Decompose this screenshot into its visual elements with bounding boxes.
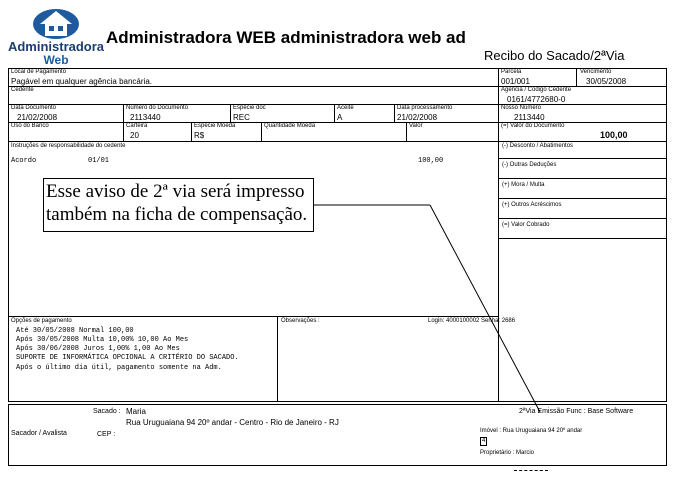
login-info: Login: 4000100002 Senha: 2686	[428, 318, 516, 324]
logo-line1: Administradora	[7, 39, 105, 54]
quantidade-moeda-label: Quantidade Moeda	[264, 123, 316, 129]
data-processamento-label: Data processamento	[397, 105, 453, 111]
local-pagamento-label: Local de Pagamento	[11, 69, 67, 75]
especie-moeda-value: R$	[194, 131, 205, 140]
instrucoes-parcela: 01/01	[88, 157, 110, 165]
emissao-info: 2ªVia Emissão Func : Base Software	[519, 408, 634, 415]
vencimento-label: Vencimento	[580, 69, 612, 75]
especie-doc-label: Espécie doc	[233, 105, 266, 111]
numero-documento-label: Número do Documento	[126, 105, 189, 111]
parcela-label: Parcela	[501, 69, 522, 75]
imovel-info: Imóvel : Rua Uruguaiana 94 20º andar	[480, 428, 583, 434]
data-documento-value: 21/02/2008	[17, 113, 58, 122]
cedente-label: Cedente	[11, 87, 34, 93]
nosso-numero-value: 2113440	[514, 113, 545, 122]
opcoes-label: Opções de pagamento	[11, 318, 72, 324]
opcoes-line-2: Após 30/05/2008 Multa 10,00% 10,00 Ao Mes	[16, 336, 189, 344]
page-subtitle: Recibo do Sacado/2ªVia	[484, 48, 625, 63]
parcela-value: 001/001	[501, 77, 530, 86]
callout-line1: Esse aviso de 2ª via será impresso	[46, 181, 305, 202]
aceite-label: Aceite	[337, 105, 354, 111]
proprietario-info: Proprietário : Marcio	[480, 450, 535, 456]
valor-label: Valor	[409, 123, 423, 129]
data-documento-label: Data Documento	[11, 105, 57, 111]
especie-doc-value: REC	[233, 113, 250, 122]
callout-line2: também na ficha de compensação.	[46, 204, 308, 225]
cep-label: CEP :	[97, 431, 116, 438]
numero-documento-value: 2113440	[130, 113, 161, 122]
aceite-value: A	[337, 113, 343, 122]
data-processamento-value: 21/02/2008	[397, 113, 438, 122]
imovel-extra: 4	[482, 438, 486, 444]
especie-moeda-label: Espécie Moeda	[194, 123, 236, 129]
vencimento-value: 30/05/2008	[586, 77, 627, 86]
sacado-name: Maria	[126, 407, 147, 416]
carteira-label: Carteira	[126, 123, 148, 129]
observacoes-label: Observações :	[281, 318, 320, 324]
valor-documento-label: (=) Valor do Documento	[501, 123, 565, 129]
outras-deducoes-label: (-) Outras Deduções	[502, 162, 557, 168]
page-title: Administradora WEB administradora web ad	[106, 28, 466, 47]
sacador-avalista-label: Sacador / Avalista	[11, 430, 67, 437]
sacado-address: Rua Uruguaiana 94 20º andar - Centro - Rio de Janeiro - RJ	[126, 418, 339, 427]
logo-line2: Web	[43, 53, 69, 67]
cut-line	[514, 470, 548, 471]
outros-acrescimos-label: (+) Outros Acréscimos	[502, 202, 562, 208]
instrucoes-valor: 100,00	[418, 157, 444, 165]
agencia-value: 0161/4772680-0	[507, 95, 566, 104]
sacado-label: Sacado :	[93, 408, 121, 415]
valor-cobrado-label: (=) Valor Cobrado	[502, 222, 550, 228]
mora-multa-label: (+) Mora / Multa	[502, 182, 545, 188]
opcoes-line-3: Após 30/06/2008 Juros 1,00% 1,00 Ao Mes	[16, 345, 180, 353]
local-pagamento-value: Pagável em qualquer agência bancária.	[11, 77, 152, 86]
nosso-numero-label: Nosso Número	[501, 105, 542, 111]
opcoes-line-4: SUPORTE DE INFORMÁTICA OPCIONAL A CRITÉRIO DO SACADO.	[16, 354, 239, 362]
instrucoes-label: Instruções de responsabilidade do cedente	[11, 143, 126, 149]
carteira-value: 20	[130, 131, 139, 140]
instrucoes-desc: Acordo	[11, 157, 37, 165]
agencia-label: Agencia / Codigo Cedente	[501, 87, 572, 93]
desconto-label: (-) Desconto / Abatimentos	[502, 143, 574, 149]
opcoes-line-5: Após o último dia útil, pagamento somente na Adm.	[16, 364, 222, 372]
opcoes-line-1: Até 30/05/2008 Normal 100,00	[16, 327, 134, 335]
valor-documento-value: 100,00	[600, 130, 628, 140]
uso-banco-label: Uso do Banco	[11, 123, 49, 129]
